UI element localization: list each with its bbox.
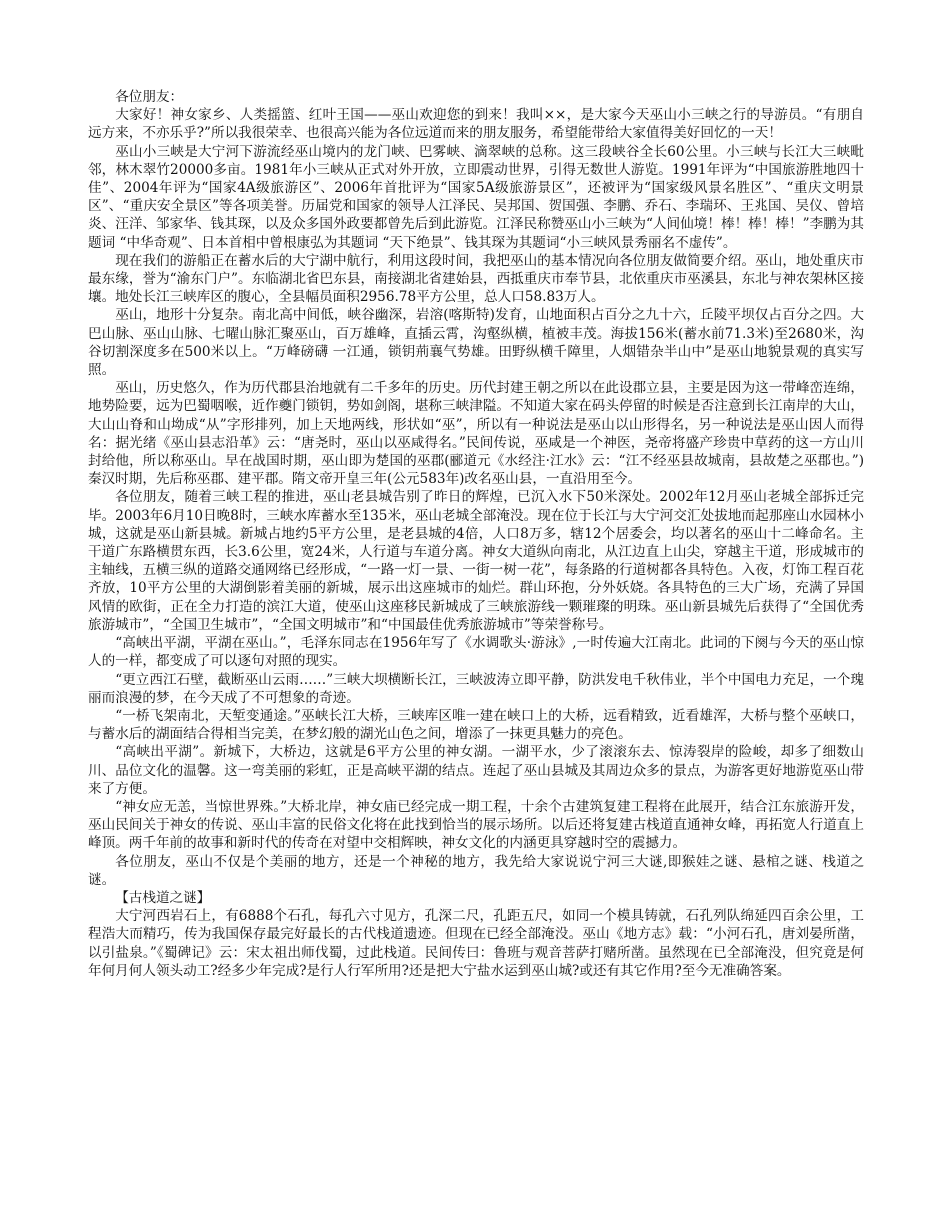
paragraph-new-city: 各位朋友，随着三峡工程的推进，巫山老县城告别了昨日的辉煌，已沉入水下50米深处。2002年12月巫山老城全部拆迁完毕。2003年6月10日晚8时，三峡水库蓄水至135米，巫山老城全部淹没。现在位于长江与大宁河交汇处拔地而起那座山水园林小城，这就是巫山新县城。新城占地约5平方公里，是老县城的4倍，人口8万多，辖12个居委会，均以著名的巫山十二峰命名。主干道广东路横贯东西，长3.6公里，宽24米，人行道与车道分离。神女大道纵向南北，从江边直上山尖，穿越主干道，形成城市的主轴线，五横三纵的道路交通网络已经形成，“一路一灯一景、一街一树一花”，每条路的行道树都各具特色。入夜，灯饰工程百花齐放，10平方公里的大湖倒影着美丽的新城，展示出这座城市的灿烂。群山环抱，分外妖娆。各具特色的三大广场，充满了异国风情的欧街，正在全力打造的滨江大道，使巫山这座移民新城成了三峡旅游线一颗璀璨的明珠。巫山新县城先后获得了“全国优秀旅游城市”，“全国卫生城市”，“全国文明城市”和“中国最佳优秀旅游城市”等荣誉称号。 <box>88 489 864 633</box>
paragraph-xiaosanxia: 巫山小三峡是大宁河下游流经巫山境内的龙门峡、巴雾峡、滴翠峡的总称。这三段峡谷全长60公里。小三峡与长江大三峡毗邻，林木翠竹20000多亩。1981年小三峡从正式对外开放，立即震动世界，引得无数世人游览。1991年评为“中国旅游胜地四十佳”、2004年评为“国家4A级旅游区”、2006年首批评为“国家5A级旅游景区”，还被评为“国家级风景名胜区”、“重庆文明景区”、“重庆安全景区”等各项美誉。历届党和国家的领导人江泽民、吴邦国、贺国强、李鹏、乔石、李瑞环、王兆国、吴仪、曾培炎、汪洋、邹家华、钱其琛，以及众多国外政要都曾先后到此游览。江泽民称赞巫山小三峡为“人间仙境！棒！棒！棒！”李鹏为其题词 “中华奇观”、日本首相中曾根康弘为其题词 “天下绝景”、钱其琛为其题词“小三峡风景秀丽名不虚传”。 <box>88 143 864 251</box>
paragraph-bridge: “一桥飞架南北，天堑变通途。”巫峡长江大桥，三峡库区唯一建在峡口上的大桥，远看精致，近看雄浑，大桥与整个巫峡口，与蓄水后的湖面结合得相当完美，在梦幻般的湖光山色之间，增添了一抹更具魅力的亮色。 <box>88 707 864 743</box>
paragraph-terrain: 巫山，地形十分复杂。南北高中间低，峡谷幽深，岩溶(喀斯特)发育，山地面积占百分之九十六，丘陵平坝仅占百分之四。大巴山脉、巫山山脉、七曜山脉汇聚巫山，百万雄峰，直插云霄，沟壑纵横，植被丰茂。海拔156米(蓄水前71.3米)至2680米，沟谷切割深度多在500米以上。“万峰磅礴 一江通，锁钥荊襄气势雄。田野纵横千障里，人烟错杂半山中”是巫山地貌景观的真实写照。 <box>88 307 864 379</box>
greeting: 各位朋友： <box>115 89 184 105</box>
paragraph-location: 现在我们的游船正在蓄水后的大宁湖中航行，利用这段时间，我把巫山的基本情况向各位朋友做简要介绍。巫山，地处重庆市最东缘，誉为“渝东门户”。东临湖北省巴东县，南接湖北省建始县，西抵重庆市奉节县，北依重庆市巫溪县，东北与神农架林区接壤。地处长江三峡库区的腹心，全县幅员面积2956.78平方公里，总人口58.83万人。 <box>88 252 864 306</box>
paragraph-goddess: “神女应无恙，当惊世界殊。”大桥北岸，神女庙已经完成一期工程，十余个古建筑复建工程将在此展开，结合江东旅游开发，巫山民间关于神女的传说、巫山丰富的民俗文化将在此找到恰当的展示场所。以后还将复建古栈道直通神女峰，再拓宽人行道直上峰顶。两千年前的故事和新时代的传奇在对望中交相辉映，神女文化的内涵更具穿越时空的震撼力。 <box>88 798 864 852</box>
paragraph-lake: “高峡出平湖”。新城下，大桥边，这就是6平方公里的神女湖。一湖平水，少了滚滚东去、惊涛裂岸的险峻，却多了细数山川、品位文化的温馨。这一弯美丽的彩虹，正是高峡平湖的结点。连起了巫山县城及其周边众多的景点，为游客更好地游览巫山带来了方便。 <box>88 744 864 797</box>
paragraph-mysteries: 各位朋友，巫山不仅是个美丽的地方，还是一个神秘的地方，我先给大家说说宁河三大谜,即猴娃之谜、悬棺之谜、栈道之谜。 <box>88 853 864 888</box>
paragraph-plank-road: 大宁河西岩石上，有6888个石孔，每孔六寸见方，孔深二尺，孔距五尺，如同一个模具铸就，石孔列队绵延四百余公里，工程浩大而精巧，传为我国保存最完好最长的古代栈道遗迹。但现在已经全部淹没。巫山《地方志》载：“小河石孔，唐刘晏所凿，以引盐泉。”《蜀碑记》云：宋太祖出师伐蜀，过此栈道。民间传曰：鲁班与观音菩萨打赌所凿。虽然现在已全部淹没，但究竟是何年何月何人领头动工?经多少年完成?是行人行军所用?还是把大宁盐水运到巫山城?或还有其它作用?至今无准确答案。 <box>88 908 864 979</box>
paragraph-dam: “更立西江石壁，截断巫山云雨……”三峡大坝横断长江，三峡波涛立即平静，防洪发电千秋伟业，半个中国电力充足，一个瑰丽而浪漫的梦，在今天成了不可想象的奇迹。 <box>88 671 864 706</box>
section-title: 【古栈道之谜】 <box>115 889 211 906</box>
document-body <box>88 88 864 980</box>
paragraph-poem: “高峡出平湖，平湖在巫山。”，毛泽东同志在1956年写了《水调歌头·游泳》,一时传遍大江南北。此词的下阕与今天的巫山惊人的一样，都变成了可以逐句对照的现实。 <box>88 635 864 670</box>
paragraph-history: 巫山，历史悠久，作为历代郡县治地就有二千多年的历史。历代封建王朝之所以在此设郡立县，主要是因为这一带峰峦连绵，地势险要，远为巴蜀咽喉，近作夔门锁钥，势如剑阁，堪称三峡津隘。不知道大家在码头停留的时候是否注意到长江南岸的大山，大山山脊和山坳成“从”字形排列，加上天地两线，形状如“巫”，所以有一种说法是巫山以山形得名，另一种说法是巫山因人而得名：据光绪《巫山县志沿革》云：“唐尧时，巫山以巫咸得名。”民间传说，巫咸是一个神医，尧帝将盛产珍贵中草药的这一方山川封给他，所以称巫山。早在战国时期，巫山即为楚国的巫郡(郦道元《水经注·江水》云：“江不经巫县故城南，县故楚之巫郡也。”)秦汉时期，先后称巫郡、建平郡。隋文帝开皇三年(公元583年)改名巫山县，一直沿用至今。 <box>88 380 864 488</box>
paragraph-intro: 大家好！神女家乡、人类摇篮、红叶王国——巫山欢迎您的到来！我叫××，是大家今天巫山小三峡之行的导游员。“有朋自远方来，不亦乐乎?”所以我很荣幸、也很高兴能为各位远道而来的朋友服务，希望能带给大家值得美好回忆的一天！ <box>88 107 864 142</box>
